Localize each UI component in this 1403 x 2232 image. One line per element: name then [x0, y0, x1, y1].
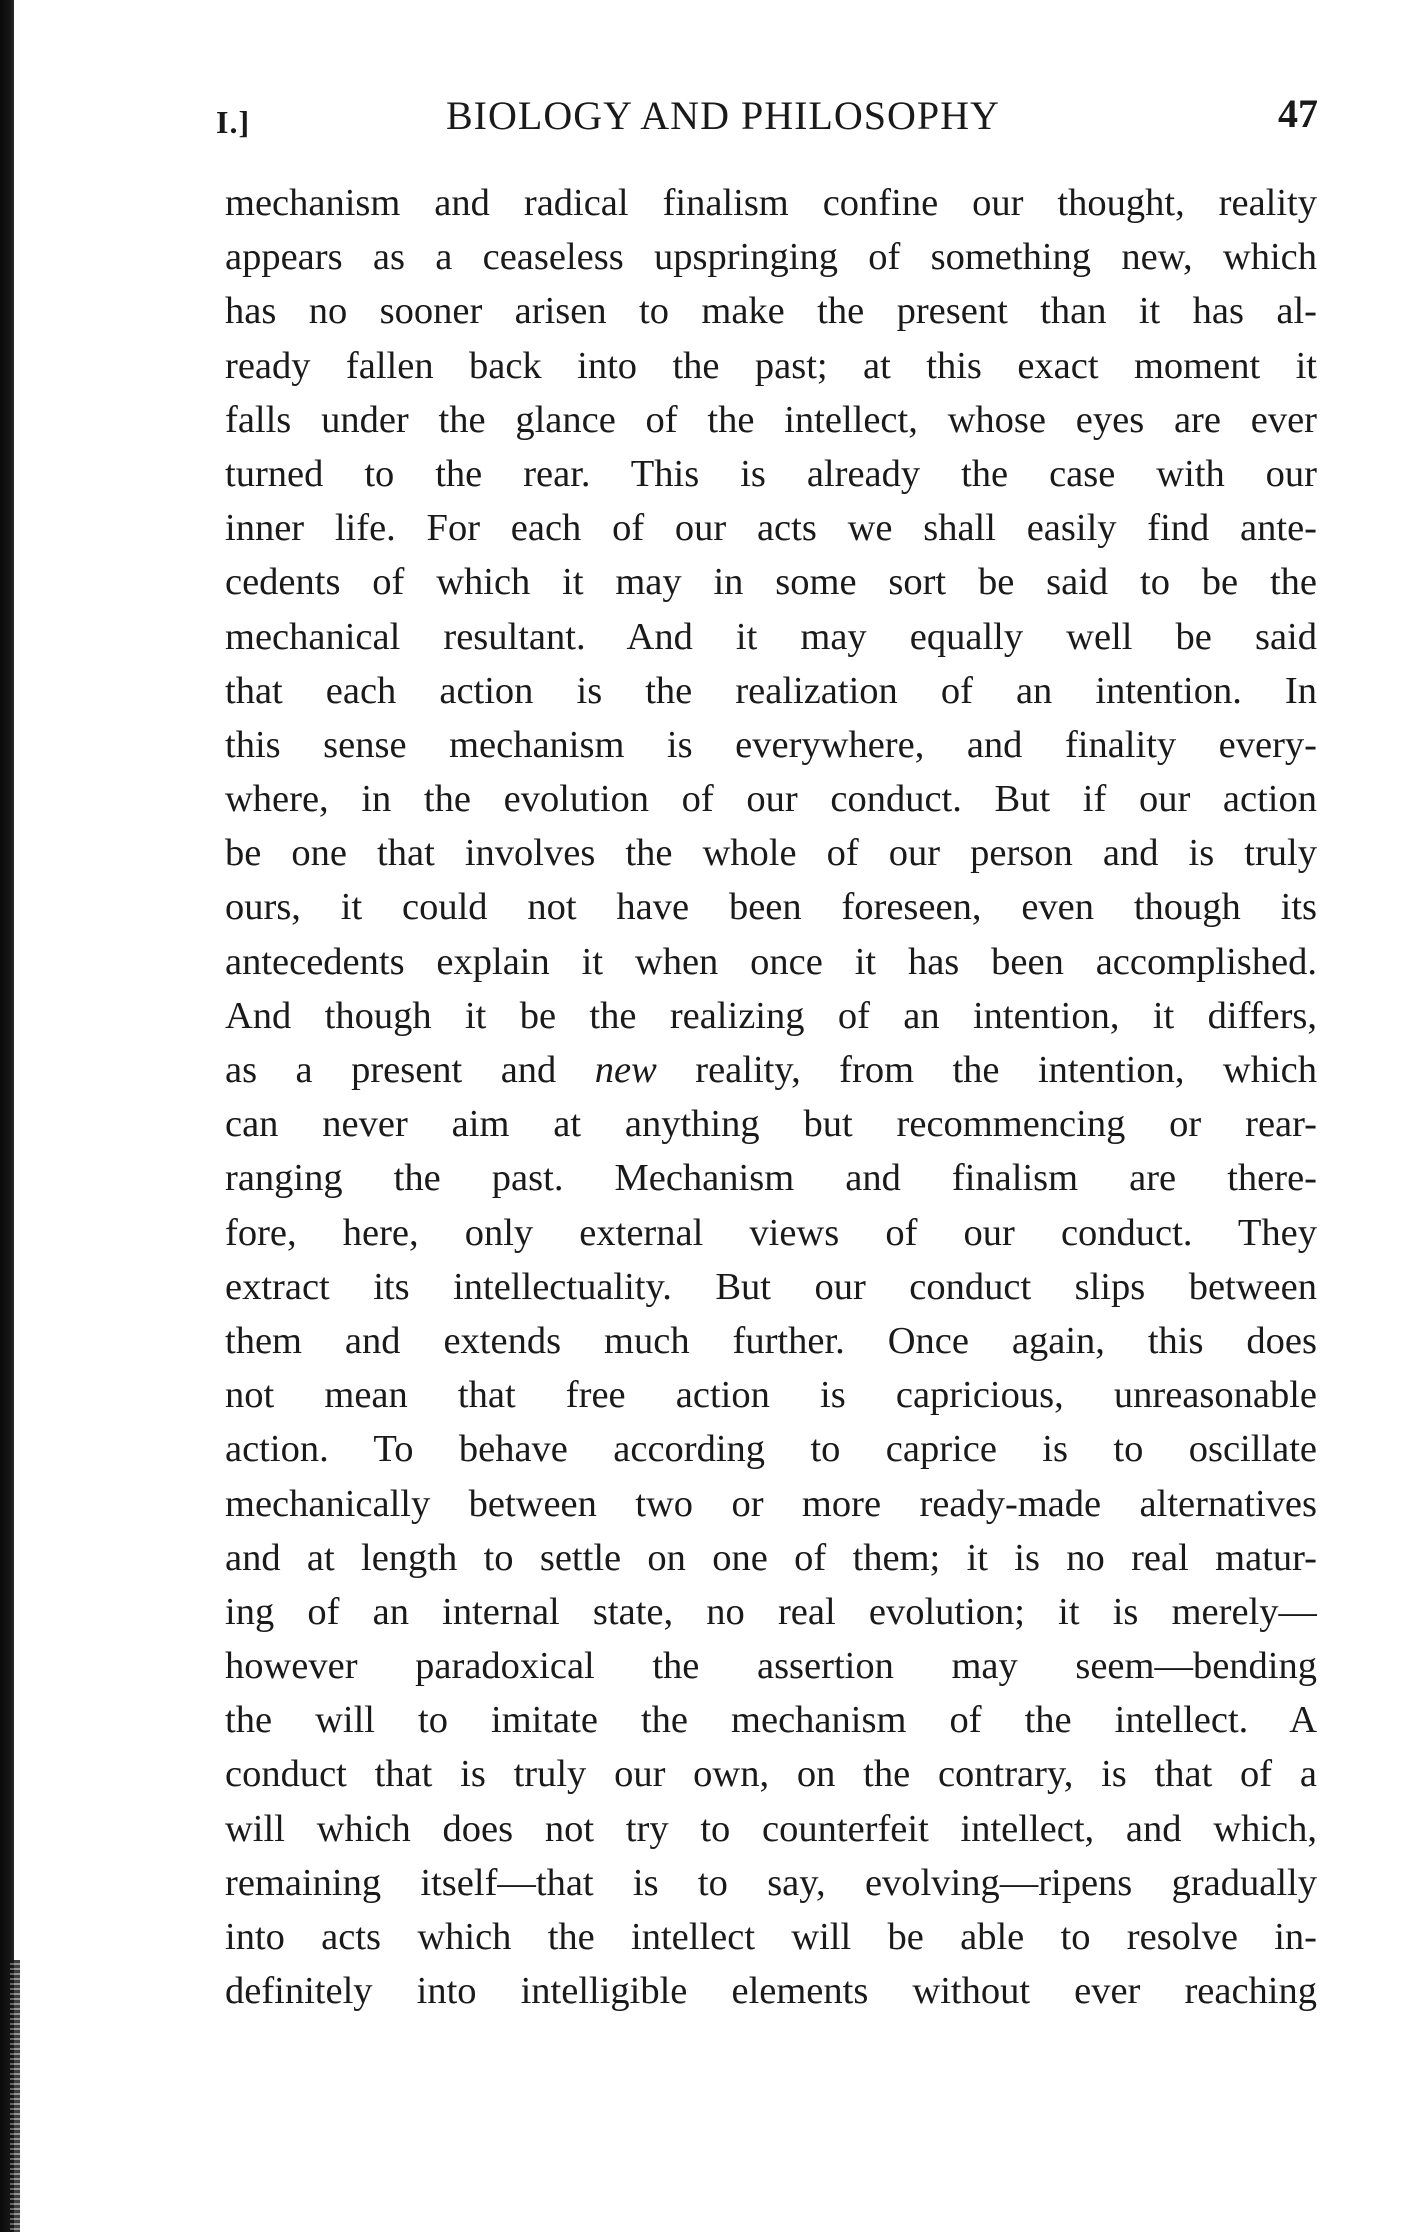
chapter-mark: I.]	[216, 104, 251, 140]
text-line: remaining itself—that is to say, evolving—ripens gradually	[225, 1861, 1317, 1904]
text-line: appears as a ceaseless upspringing of something new, which	[225, 236, 1317, 279]
page-header	[214, 88, 1318, 148]
text-line: has no sooner arisen to make the present than it has al-	[225, 290, 1317, 333]
text-line: mechanical resultant. And it may equally well be said	[225, 615, 1317, 658]
body-text	[225, 176, 1317, 2018]
text-line: mechanism and radical finalism confine our thought, reality	[225, 182, 1317, 224]
text-line: not mean that free action is capricious, unreasonable	[225, 1374, 1317, 1417]
text-line: the will to imitate the mechanism of the intellect. A	[225, 1699, 1317, 1742]
book-spine-edge	[0, 0, 14, 2232]
text-line: and at length to settle on one of them; it is no real matur-	[225, 1536, 1317, 1579]
text-line: mechanically between two or more ready-made alternatives	[225, 1482, 1317, 1525]
text-line: be one that involves the whole of our person and is truly	[225, 832, 1317, 875]
text-line: conduct that is truly our own, on the contrary, is that of a	[225, 1753, 1317, 1796]
text-line: extract its intellectuality. But our conduct slips between	[225, 1265, 1317, 1308]
text-line: where, in the evolution of our conduct. But if our action	[225, 778, 1317, 821]
text-line: however paradoxical the assertion may seem—bending	[225, 1645, 1317, 1688]
text-line: And though it be the realizing of an intention, it differs,	[225, 994, 1317, 1037]
text-line: fore, here, only external views of our conduct. They	[225, 1211, 1317, 1254]
text-line: ours, it could not have been foreseen, even though its	[225, 886, 1317, 929]
text-line: into acts which the intellect will be able to resolve in-	[225, 1916, 1317, 1958]
text-segment: reality, from the intention, which	[695, 1049, 1317, 1091]
text-line: inner life. For each of our acts we shall easily find ante-	[225, 507, 1317, 550]
text-line: ranging the past. Mechanism and finalism are there-	[225, 1157, 1317, 1200]
italic-word: new	[594, 1049, 657, 1091]
text-line: action. To behave according to caprice is to oscillate	[225, 1428, 1317, 1471]
text-line: cedents of which it may in some sort be said to be the	[225, 561, 1317, 604]
running-title: BIOLOGY AND PHILOSOPHY	[446, 93, 1000, 138]
text-segment: as a present and	[225, 1049, 557, 1091]
text-line-with-italic	[225, 1043, 1317, 1097]
text-line: definitely into intelligible elements without ever reaching	[225, 1970, 1317, 2013]
text-line: ready fallen back into the past; at this exact moment it	[225, 344, 1317, 387]
text-line: that each action is the realization of an intention. In	[225, 669, 1317, 712]
text-line: can never aim at anything but recommencing or rear-	[225, 1103, 1317, 1146]
text-line: will which does not try to counterfeit intellect, and which,	[225, 1807, 1317, 1850]
text-line: antecedents explain it when once it has been accomplished.	[225, 940, 1317, 983]
text-line: turned to the rear. This is already the case with our	[225, 452, 1317, 495]
page-number: 47	[1278, 91, 1318, 136]
spine-fray-mark	[10, 1960, 20, 2232]
text-line: ing of an internal state, no real evolution; it is merely—	[225, 1590, 1317, 1633]
text-line: them and extends much further. Once again, this does	[225, 1319, 1317, 1362]
text-line: this sense mechanism is everywhere, and finality every-	[225, 723, 1317, 766]
text-line: falls under the glance of the intellect, whose eyes are ever	[225, 398, 1317, 441]
